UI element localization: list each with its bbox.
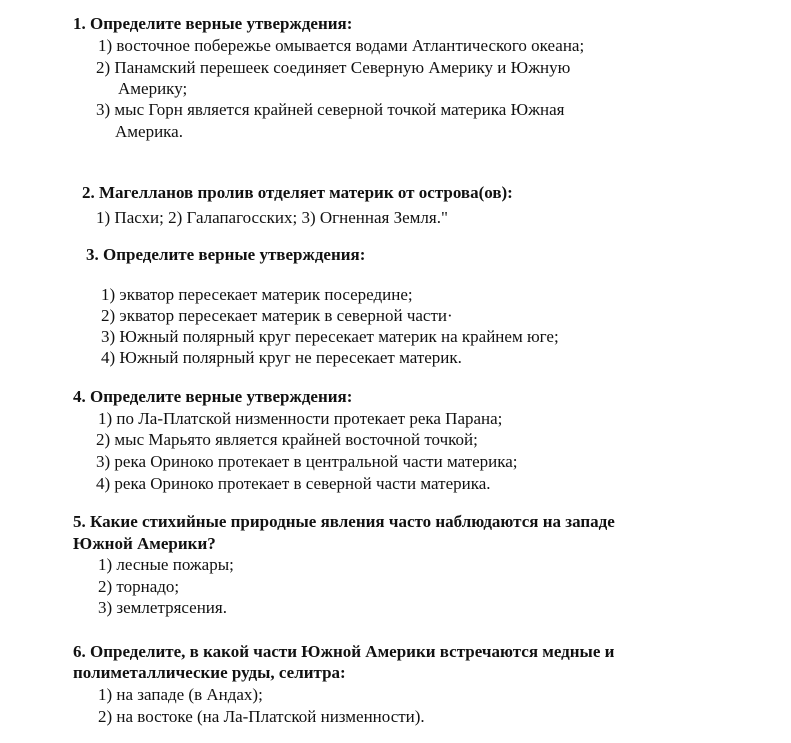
question-2-title: 2. Магелланов пролив отделяет материк от острова(ов): (82, 183, 513, 202)
question-6-title-line-1: 6. Определите, в какой части Южной Америки встречаются медные и (73, 642, 615, 661)
question-4-item-4: 4) река Ориноко протекает в северной части материка. (96, 474, 491, 493)
question-5-title-line-2: Южной Америки? (73, 534, 216, 553)
question-3-item-3: 3) Южный полярный круг пересекает материк на крайнем юге; (101, 327, 559, 346)
question-1-item-1: 1) восточное побережье омывается водами Атлантического океана; (98, 36, 585, 55)
question-4-title: 4. Определите верные утверждения: (73, 387, 353, 406)
question-3-item-4: 4) Южный полярный круг не пересекает материк. (101, 348, 462, 367)
question-6-title-line-2: полиметаллические руды, селитра: (73, 663, 346, 682)
question-5-item-1: 1) лесные пожары; (98, 555, 234, 574)
question-1-title: 1. Определите верные утверждения: (73, 14, 353, 33)
question-5-title-line-1: 5. Какие стихийные природные явления часто наблюдаются на западе (73, 512, 615, 531)
question-3-title: 3. Определите верные утверждения: (86, 245, 366, 264)
question-4-item-2: 2) мыс Марьято является крайней восточной точкой; (96, 430, 478, 449)
question-1-item-3-cont: Америка. (115, 122, 183, 141)
question-1-item-2: 2) Панамский перешеек соединяет Северную Америку и Южную (96, 58, 571, 77)
question-5-item-3: 3) землетрясения. (98, 598, 227, 617)
question-4-item-1: 1) по Ла-Платской низменности протекает река Парана; (98, 409, 503, 428)
question-6-item-1: 1) на западе (в Андах); (98, 685, 263, 704)
question-2-options: 1) Пасхи; 2) Галапагосских; 3) Огненная Земля." (96, 208, 448, 227)
question-5-item-2: 2) торнадо; (98, 577, 180, 596)
question-3-item-2: 2) экватор пересекает материк в северной части· (101, 306, 453, 325)
question-6-item-2: 2) на востоке (на Ла-Платской низменности). (98, 707, 425, 726)
question-1-item-3: 3) мыс Горн является крайней северной точкой материка Южная (96, 100, 565, 119)
question-1-item-2-cont: Америку; (118, 79, 188, 98)
question-4-item-3: 3) река Ориноко протекает в центральной части материка; (96, 452, 518, 471)
question-3-item-1: 1) экватор пересекает материк посередине; (101, 285, 413, 304)
